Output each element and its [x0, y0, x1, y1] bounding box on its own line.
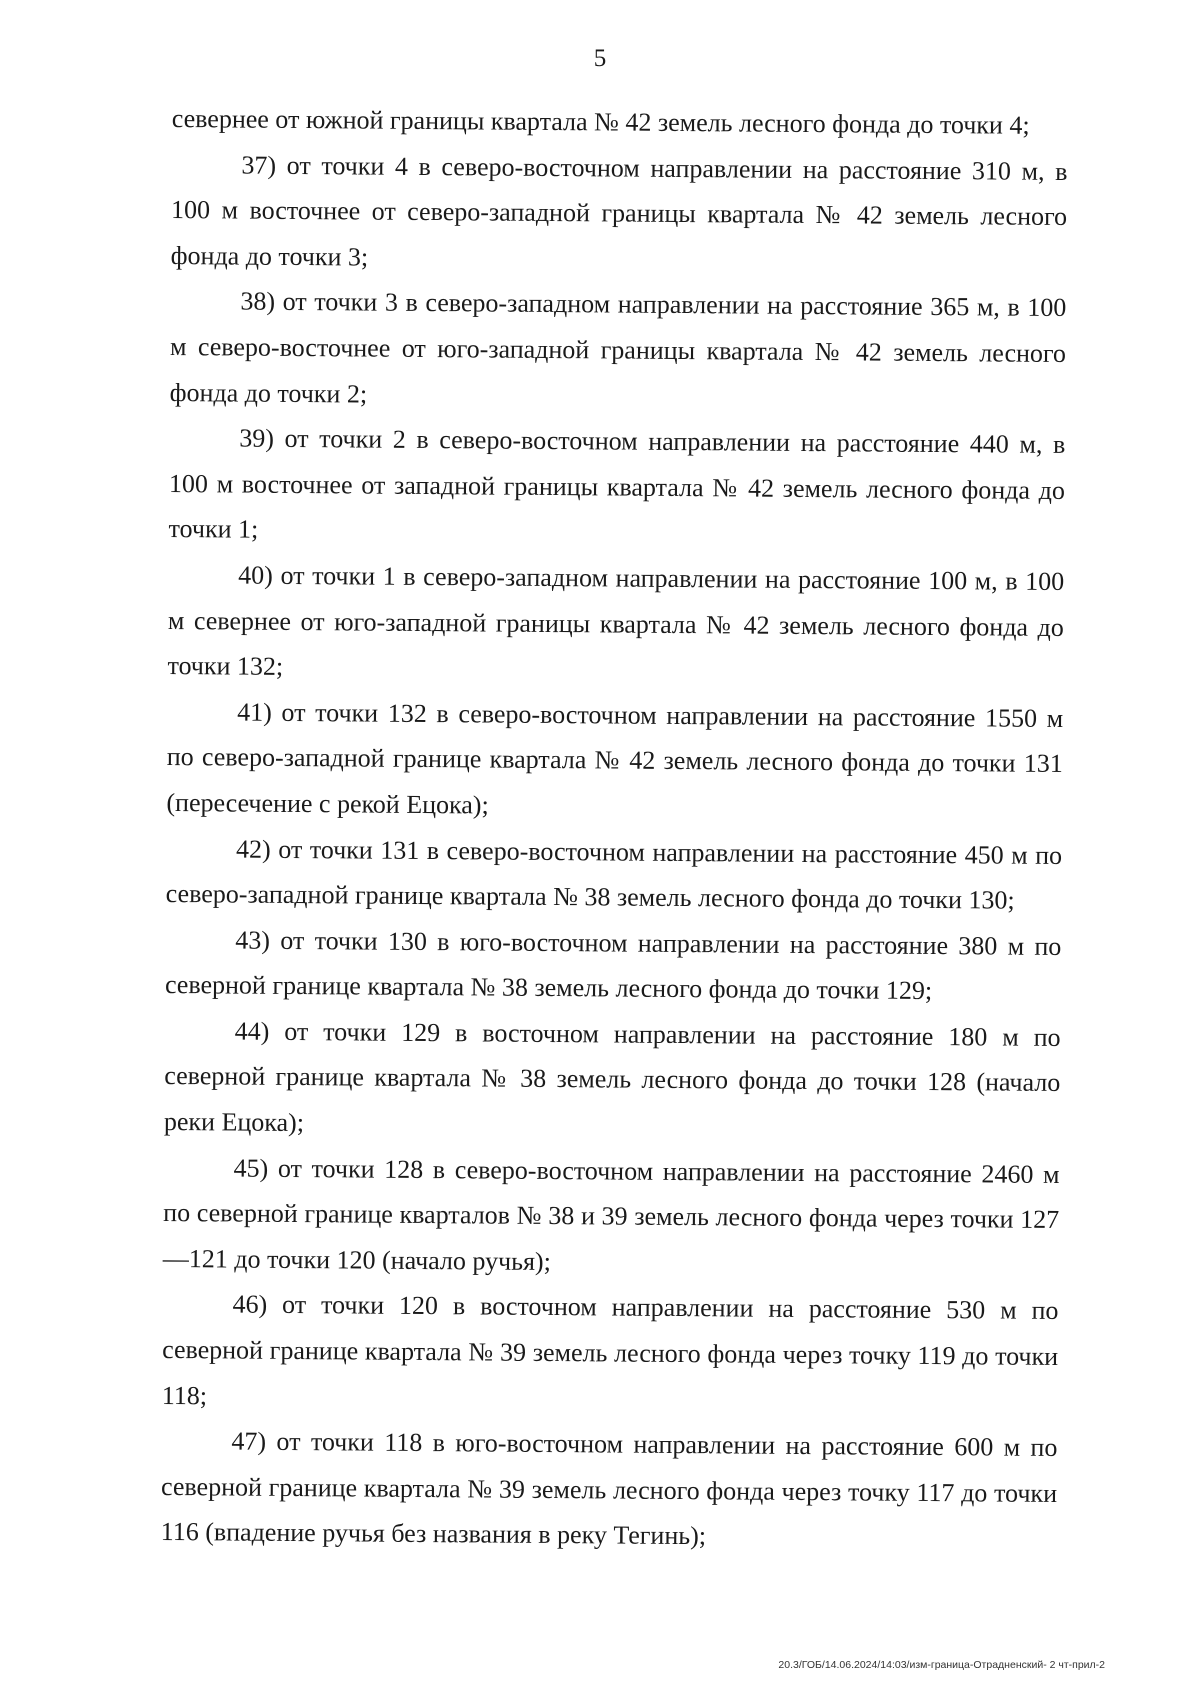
- paragraph-item-42: 42) от точки 131 в северо-восточном направлении на расстояние 450 м по северо-западной границе квартала № 38 земель лесного фонда до точки 130;: [165, 834, 1063, 915]
- paragraph-item-39: 39) от точки 2 в северо-восточном направлении на расстояние 440 м, в 100 м восточнее от западной границы квартала № 42 земель лесного фонда до точки 1;: [168, 423, 1066, 545]
- paragraph-item-43: 43) от точки 130 в юго-восточном направлении на расстояние 380 м по северной границе квартала № 38 земель лесного фонда до точки 129;: [164, 925, 1062, 1006]
- paragraph-item-38: 38) от точки 3 в северо-западном направлении на расстояние 365 м, в 100 м северо-восточнее от юго-западной границы квартала № 42 земель лесного фонда до точки 2;: [169, 286, 1067, 409]
- document-body: [161, 96, 1068, 1562]
- paragraph-item-46: 46) от точки 120 в восточном направлении на расстояние 530 м по северной границе квартала № 39 земель лесного фонда через точку 119 до точки 118;: [161, 1289, 1059, 1410]
- paragraph-item-37: 37) от точки 4 в северо-восточном направлении на расстояние 310 м, в 100 м восточнее от северо-западной границы квартала № 42 земель лесного фонда до точки 3;: [170, 150, 1068, 272]
- paragraph-item-40: 40) от точки 1 в северо-западном направлении на расстояние 100 м, в 100 м севернее от юго-западной границы квартала № 42 земель лесного фонда до точки 132;: [167, 560, 1065, 682]
- paragraph-item-44: 44) от точки 129 в восточном направлении на расстояние 180 м по северной границе квартала № 38 земель лесного фонда до точки 128 (начало реки Ецока);: [163, 1016, 1061, 1138]
- document-footer-id: 20.3/ГОБ/14.06.2024/14:03/изм-граница-Отрадненский- 2 чт-прил-2: [778, 1659, 1105, 1671]
- paragraph-continuation: севернее от южной границы квартала № 42 земель лесного фонда до точки 4;: [171, 103, 1030, 140]
- paragraph-item-47: 47) от точки 118 в юго-восточном направлении на расстояние 600 м по северной границе квартала № 39 земель лесного фонда через точку 117 до точки 116 (впадение ручья без названия в реку Тегинь);: [160, 1426, 1058, 1551]
- paragraph-item-41: 41) от точки 132 в северо-восточном направлении на расстояние 1550 м по северо-западной границе квартала № 42 земель лесного фонда до точки 131 (пересечение с рекой Ецока);: [166, 697, 1064, 820]
- page-number: 5: [593, 45, 607, 72]
- paragraph-item-45: 45) от точки 128 в северо-восточном направлении на расстояние 2460 м по северной границе кварталов № 38 и 39 земель лесного фонда через точки 127—121 до точки 120 (начало ручья);: [162, 1153, 1060, 1276]
